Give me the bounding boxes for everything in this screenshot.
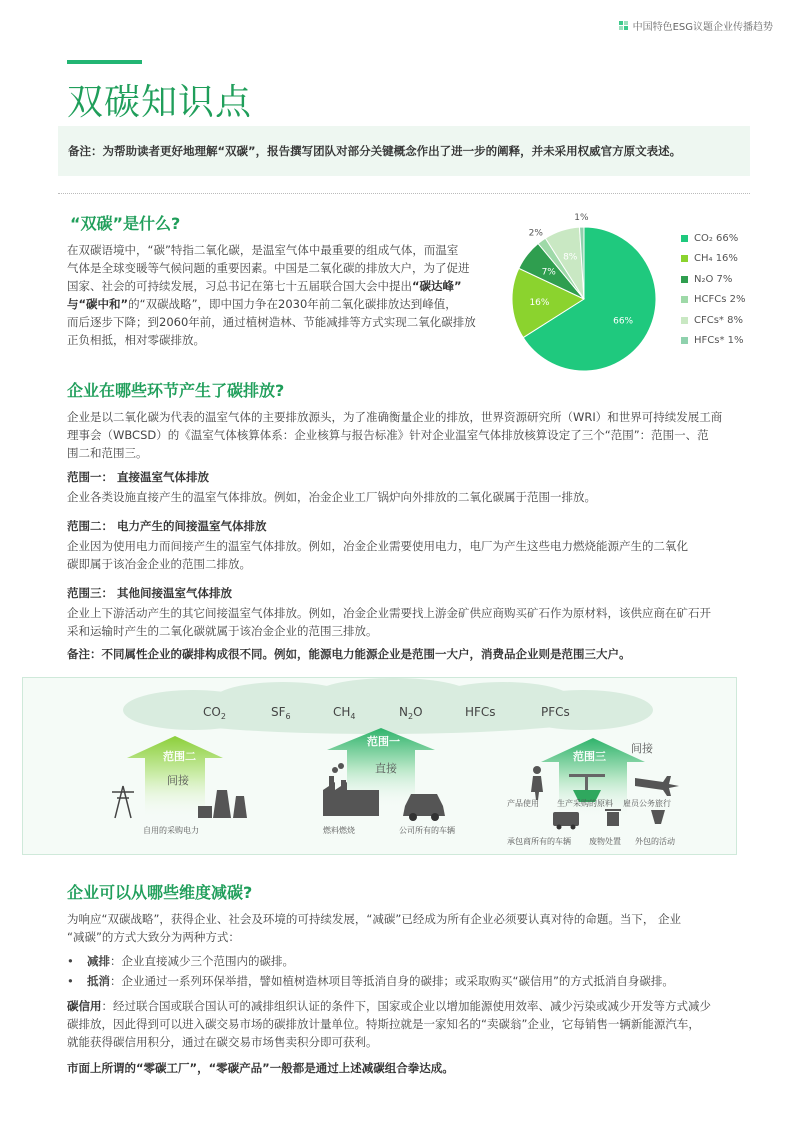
- note-box: [58, 126, 750, 176]
- power-plant-icon: [198, 790, 247, 818]
- legend-swatch: [681, 296, 688, 303]
- s1-line: 气体是全球变暖等气候问题的重要因素。中国是二氧化碳的排放大户，为了促进: [67, 261, 470, 275]
- page-title: 双碳知识点: [67, 82, 253, 123]
- divider: [58, 193, 750, 194]
- bullet-text: ：企业直接减少三个范围内的碳排。: [110, 954, 294, 968]
- s1-line: 正负相抵，相对零碳排放。: [67, 333, 205, 347]
- legend-swatch: [681, 317, 688, 324]
- gas-pfcs: PFCs: [541, 705, 570, 719]
- s1-text: 的“双碳战略”，即中国力争在2030年前二氧化碳排放达到峰值，: [128, 297, 457, 311]
- legend-item: [681, 310, 746, 331]
- scope3-indirect: 间接: [631, 742, 653, 755]
- report-label: 中国特色ESG议题企业传播趋势: [632, 22, 773, 33]
- gas-n2o: $N_2O$: [399, 705, 423, 721]
- pie-slice-label: 1%: [574, 213, 589, 224]
- legend-label: CH₄ 16%: [694, 253, 738, 265]
- bullet-offset: [67, 972, 674, 990]
- person-icon: [531, 766, 543, 800]
- s1-line: 而后逐步下降；到2060年前，通过植树造林、节能减排等方式实现二氧化碳排放: [67, 315, 476, 329]
- scope3-line: 采和运输时产生的二氧化碳就属于该冶金企业的范围三排放。: [67, 624, 378, 638]
- caption-power: 自用的采购电力: [143, 826, 199, 835]
- gas-sf6: $SF_6$: [271, 705, 291, 721]
- scope1-title: 范围一： 直接温室气体排放: [67, 470, 210, 484]
- scope3-line: 企业上下游活动产生的其它间接温室气体排放。例如，冶金企业需要找上游金矿供应商购买矿石作为原材料，该供应商在矿石开: [67, 606, 711, 620]
- scope2-line: 碳即属于该冶金企业的范围二排放。: [67, 557, 251, 571]
- caption-outsource: 外包的活动: [635, 837, 675, 846]
- s1-line: 在双碳语境中，“碳”特指二氧化碳，是温室气体中最重要的组成气体，而温室: [67, 243, 459, 257]
- bullet-dot: •: [67, 974, 74, 988]
- scope3-text: [67, 604, 711, 640]
- scope2-title: 范围二： 电力产生的间接温室气体排放: [67, 519, 267, 533]
- pie-slice-label: 2%: [528, 228, 543, 239]
- s3-line: “减碳”的方式大致分为两种方式：: [67, 930, 240, 944]
- legend-label: CFCs* 8%: [694, 314, 743, 326]
- bullet-reduce: [67, 952, 294, 970]
- airplane-icon: [635, 776, 679, 796]
- bullet-term: 减排: [87, 954, 110, 968]
- legend-item: [681, 331, 746, 352]
- scope-diagram: [22, 677, 737, 855]
- pie-slice-label: 16%: [529, 297, 550, 308]
- bus-icon: [553, 812, 579, 830]
- caption-fuel: 燃料燃烧: [323, 826, 355, 835]
- legend-item: [681, 228, 746, 249]
- legend-item: [681, 269, 746, 290]
- title-accent-bar: [67, 60, 142, 64]
- scope2-text: [67, 537, 688, 573]
- credit-line: 碳排放，因此得到可以进入碳交易市场的碳排放计量单位。特斯拉就是一家知名的“卖碳翁”企业，它每销售一辆新能源汽车，: [67, 1017, 700, 1031]
- carbon-credit-paragraph: [67, 997, 757, 1051]
- legend-label: HFCs* 1%: [694, 335, 744, 347]
- caption-travel: 雇员公务旅行: [623, 799, 671, 808]
- section2-intro: [67, 408, 757, 462]
- scope1-text: 企业各类设施直接产生的温室气体排放。例如，冶金企业工厂锅炉向外排放的二氧化碳属于范围一排放。: [67, 490, 596, 504]
- scope2-label: 范围二: [163, 750, 196, 763]
- s2-line: 围二和范围三。: [67, 446, 148, 460]
- s2-line: 理事会（WBCSD）的《温室气体核算体系：企业核算与报告标准》针对企业温室气体排放核算设定了三个“范围”：范围一、范: [67, 428, 709, 442]
- credit-term: 碳信用: [67, 999, 102, 1013]
- legend-label: CO₂ 66%: [694, 232, 739, 244]
- note-text: 备注：为帮助读者更好地理解“双碳”，报告撰写团队对部分关键概念作出了进一步的阐释，并未采用权威官方原文表述。: [68, 144, 682, 158]
- scope2-line: 企业因为使用电力而间接产生的温室气体排放。例如，冶金企业需要使用电力，电厂为产生这些电力燃烧能源产生的二氧化: [67, 539, 688, 553]
- pie-slice-label: 7%: [541, 267, 556, 278]
- legend-swatch: [681, 276, 688, 283]
- caption-vehicle: 公司所有的车辆: [399, 826, 455, 835]
- section1-paragraph: [67, 241, 497, 349]
- s2-line: 企业是以二氧化碳为代表的温室气体的主要排放源头，为了准确衡量企业的排放，世界资源研究所（WRI）和世界可持续发展工商: [67, 410, 723, 424]
- pie-legend: [681, 228, 746, 351]
- caption-waste: 废物处置: [589, 837, 621, 846]
- section3-intro: [67, 910, 757, 946]
- final-statement: 市面上所谓的“零碳工厂”，“零碳产品”一般都是通过上述减碳组合拳达成。: [67, 1061, 454, 1075]
- gas-hfcs: HFCs: [465, 705, 496, 719]
- outsource-icon: [651, 810, 665, 824]
- caption-contractor: 承包商所有的车辆: [507, 837, 571, 846]
- legend-item: [681, 290, 746, 311]
- bullet-dot: •: [67, 954, 74, 968]
- scope3-label: 范围三: [573, 750, 606, 763]
- scope1-direct: 直接: [375, 762, 397, 775]
- credit-text: ：经过联合国或联合国认可的减排组织认证的条件下，国家或企业以增加能源使用效率、减少污染或减少开发等方式减少: [101, 999, 711, 1013]
- report-header: [619, 18, 773, 33]
- s1-line: [67, 277, 497, 295]
- bullet-term: 抵消: [87, 974, 110, 988]
- legend-swatch: [681, 337, 688, 344]
- pie-slice-label: 8%: [563, 252, 578, 263]
- gas-ch4: $CH_4$: [333, 705, 356, 721]
- legend-swatch: [681, 255, 688, 262]
- pie-slice-label: 66%: [613, 316, 634, 327]
- credit-line: [67, 997, 757, 1015]
- section2-heading: 企业在哪些环节产生了碳排放?: [67, 381, 285, 400]
- caption-material: 生产采购的原料: [557, 799, 613, 808]
- scope2-indirect: 间接: [167, 774, 189, 787]
- legend-label: N₂O 7%: [694, 273, 733, 285]
- legend-label: HCFCs 2%: [694, 294, 746, 306]
- report-logo-icon: [619, 21, 628, 30]
- power-tower-icon: [112, 786, 134, 818]
- gas-co2: $CO_2$: [203, 705, 226, 721]
- s1-bold: 与“碳中和”: [67, 297, 129, 311]
- ghg-pie-chart: [500, 205, 675, 375]
- s3-line: 为响应“双碳战略”，获得企业、社会及环境的可持续发展，“减碳”已经成为所有企业必须要认真对待的命题。当下， 企业: [67, 912, 681, 926]
- section1-heading: “双碳”是什么?: [70, 214, 181, 233]
- scope3-title: 范围三： 其他间接温室气体排放: [67, 586, 233, 600]
- legend-item: [681, 249, 746, 270]
- s1-bold: “碳达峰”: [412, 279, 462, 293]
- bullet-text: ：企业通过一系列环保举措，譬如植树造林项目等抵消自身的碳排；或采取购买“碳信用”的方式抵消自身碳排。: [110, 974, 674, 988]
- vehicle-icon: [403, 794, 445, 821]
- caption-product: 产品使用: [507, 799, 539, 808]
- scope1-label: 范围一: [367, 735, 400, 748]
- section2-note: 备注：不同属性企业的碳排构成很不同。例如，能源电力能源企业是范围一大户，消费品企业则是范围三大户。: [67, 647, 631, 661]
- legend-swatch: [681, 235, 688, 242]
- credit-line: 就能获得碳信用积分，通过在碳交易市场售卖积分即可获利。: [67, 1035, 378, 1049]
- section3-heading: 企业可以从哪些维度减碳?: [67, 883, 253, 902]
- s1-line: [67, 295, 497, 313]
- s1-text: 国家、社会的可持续发展，习总书记在第七十五届联合国大会中提出: [67, 279, 412, 293]
